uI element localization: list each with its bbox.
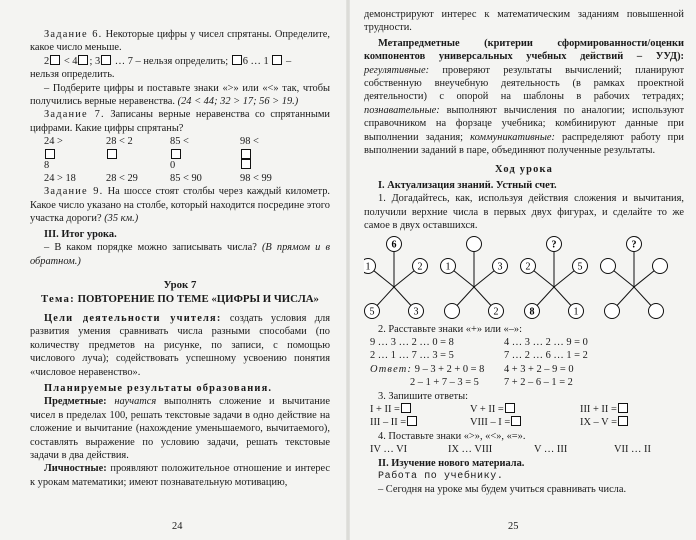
section-2-heading: II. Изучение нового материала. [378, 457, 525, 469]
tree-node-value: 5 [577, 261, 583, 272]
number-tree [364, 236, 428, 318]
task-2: 2. Расставьте знаки «+» или «–»: [378, 323, 522, 335]
task-3-row-2: III – II = VIII – I = IX – V = [364, 416, 684, 429]
task7-row-1: 24 > 8 28 < 2 85 < 0 98 < [44, 136, 259, 171]
tree-node-value: 2 [493, 306, 499, 317]
number-trees [364, 235, 684, 321]
task-2-row-2: 2 … 1 … 7 … 3 = 5 7 … 2 … 6 … 1 = 2 [370, 350, 588, 362]
task-3: 3. Запишите ответы: [378, 390, 468, 402]
task-2-answer-2: 2 – 1 + 7 – 3 = 5 7 + 2 – 6 – 1 = 2 [410, 377, 573, 389]
section-1-heading: I. Актуализация знаний. Устный счет. [378, 179, 557, 191]
tree-node-value: ? [551, 239, 557, 250]
lesson-topic: Тема: ПОВТОРЕНИЕ ПО ТЕМЕ «ЦИФРЫ И ЧИСЛА» [41, 292, 319, 305]
page-number-right: 25 [508, 521, 519, 532]
course-title: Ход урока [495, 164, 553, 176]
lesson-title: Урок 7 [163, 278, 197, 291]
results-heading: Планируемые результаты образования. [44, 382, 273, 394]
tree-node-value: 1 [365, 261, 371, 272]
task-3-row-1: I + II = V + II = III + II = [364, 403, 684, 416]
today-text: – Сегодня на уроке мы будем учиться сравнивать числа. [378, 484, 627, 496]
number-tree [601, 236, 668, 318]
hidden-digit-box [101, 55, 111, 65]
right-page [348, 0, 696, 540]
tree-node-value: 3 [413, 306, 419, 317]
hidden-digit-box [50, 55, 60, 65]
task7-row-2: 24 > 18 28 < 29 85 < 90 98 < 99 [44, 173, 272, 185]
number-tree [441, 236, 508, 318]
task-4: 4. Поставьте знаки «>», «<», «=». [378, 430, 526, 442]
personal-results: Личностные: проявляют положительное отношение и интерес к урокам математики; имеют познавательную мотивацию, [30, 463, 330, 488]
goals: Цели деятельности учителя: создать условия для развития умения сравнивать числа разными способами (по количеству предметов на рисунке, по записи, с помощью числового луча); содействовать успешному усвоению понятия «числовое неравенство». [30, 312, 330, 378]
meta-results: Метапредметные (критерии сформированности/оценки компонентов универсальных учебных действий – УУД): регулятивные: проверяют результаты вычислений; планируют собственную внеучебную деятельность (в рамках проектной деятельности) с опорой на шаблоны в рабочих тетрадях; познавательные: выполняют вычисления по аналогии; используют справочником на форзаце учебника; комбинируют данные при выполнении задания; коммуникативные: распределяют работу при выполнении заданий в паре, объединяют полученные результаты. [364, 37, 684, 157]
tree-node-value: ? [631, 239, 637, 250]
tree-node-circle [467, 236, 482, 251]
page-number-left: 24 [172, 521, 183, 532]
tree-node-value: 8 [529, 306, 535, 317]
section-3-question: – В каком порядке можно записывать числа? (В прямом и в обратном.) [30, 242, 330, 267]
task-2-answer-1: Ответ: 9 – 3 + 2 + 0 = 8 4 + 3 + 2 – 9 = 0 [370, 363, 574, 375]
number-tree [521, 236, 588, 318]
task7: Задание 7. Записаны верные неравенства со спрятанными цифрами. Какие цифры спрятаны? [30, 109, 330, 134]
tree-node-value: 5 [369, 306, 375, 317]
tree-node-circle [649, 303, 664, 318]
task6-hint: – Подберите цифры и поставьте знаки «>» или «<» так, чтобы получились верные неравенства. (24 < 44; 32 > 17; 56 > 19.) [30, 82, 330, 108]
tree-node-value: 2 [525, 261, 531, 272]
tree-node-value: 2 [417, 261, 423, 272]
task9: Задание 9. На шоссе стоят столбы через каждый километр. Какое число указано на столбе, который находится посредине этого участка дороги? (35 км.) [30, 186, 330, 225]
hidden-digit-box [78, 55, 88, 65]
top-continuation: демонстрируют интерес к математическим заданиям повышенной трудности. [364, 9, 684, 34]
tree-node-circle [605, 303, 620, 318]
work-label: Работа по учебнику. [378, 470, 504, 482]
tree-node-value: 3 [497, 261, 503, 272]
task-1: 1. Догадайтесь, как, используя действия сложения и вычитания, получили верхние числа в первых двух фигурах, и сделайте то же самое в двух оставшихся. [364, 193, 684, 232]
tree-node-value: 6 [391, 239, 397, 250]
tree-node-circle [601, 258, 616, 273]
tree-node-circle [445, 303, 460, 318]
tree-node-value: 1 [573, 306, 579, 317]
task-4-row: IV … VI IX … VIII V … III VII … II [370, 444, 651, 456]
hidden-digit-box [272, 55, 282, 65]
task6-line: 2 < 4 ; 3 … 7 – нельзя определить; 6 … 1 – [44, 55, 292, 67]
trees-figure [364, 235, 684, 321]
task-2-row-1: 9 … 3 … 2 … 0 = 8 4 … 3 … 2 … 9 = 0 [370, 336, 588, 348]
tree-node-circle [653, 258, 668, 273]
task6: Задание 6. Некоторые цифры у чисел спрятаны. Определите, какое число меньше. [30, 29, 330, 54]
section-3-heading: III. Итог урока. [44, 228, 117, 240]
task6-line-end: нельзя определить. [30, 69, 115, 81]
hidden-digit-box [232, 55, 242, 65]
tree-node-value: 1 [445, 261, 451, 272]
subject-results: Предметные: научатся выполнять сложение и вычитание чисел в пределах 100, решать текстовые задачи в одно действие на сложение и вычитание (нахождение уменьшаемого, вычитаемого), составлять выражение по условию задачи, решать текстовые задачи в два действия. [30, 396, 330, 461]
